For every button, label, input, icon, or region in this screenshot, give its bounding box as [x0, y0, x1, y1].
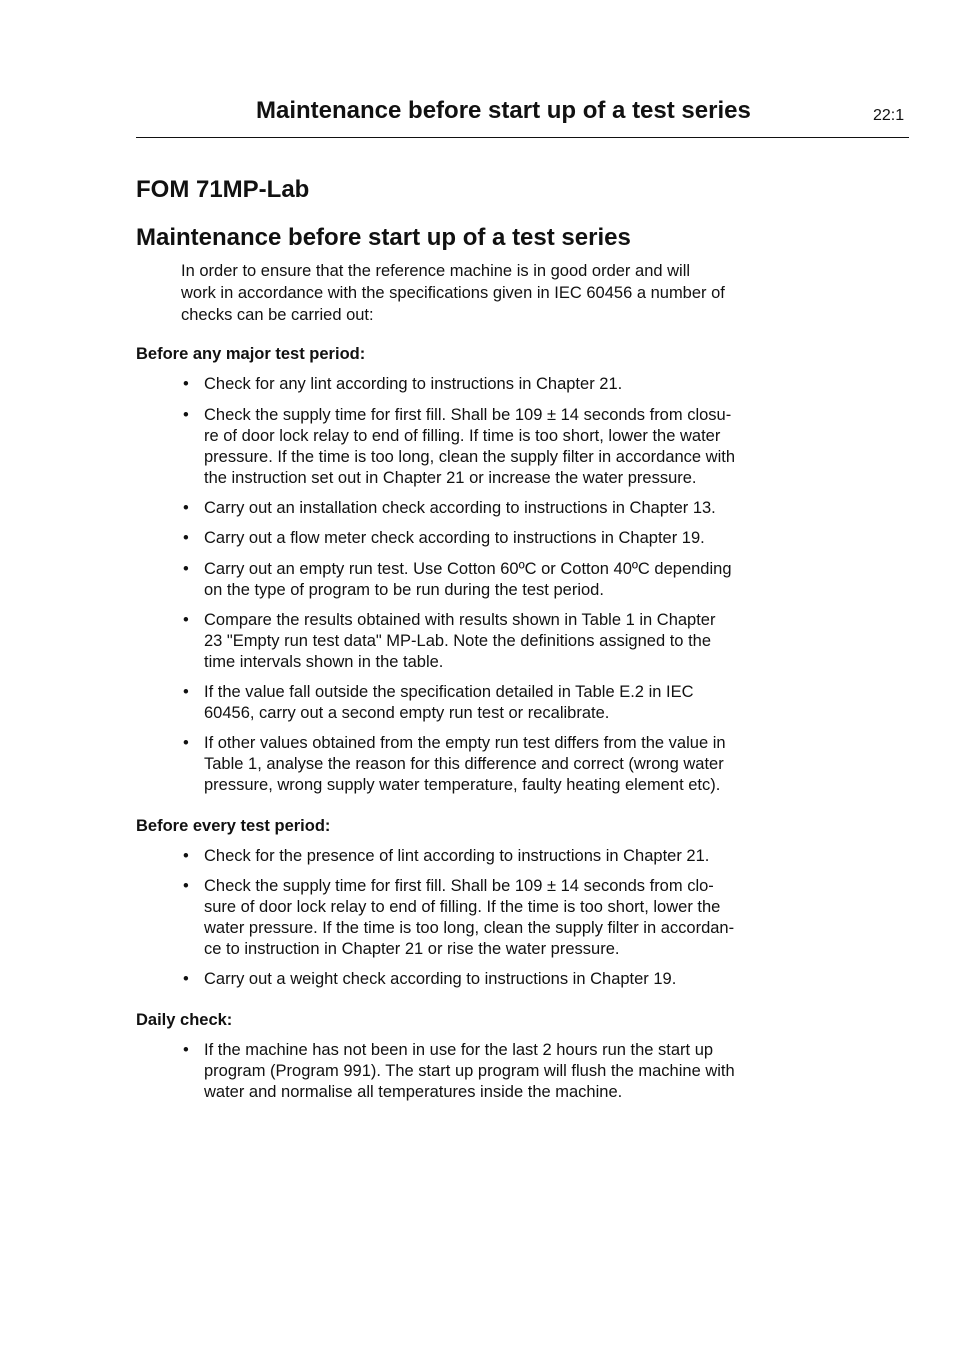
list-item: [181, 733, 726, 796]
intro-line: checks can be carried out:: [181, 306, 374, 324]
section-heading: Maintenance before start up of a test series: [136, 224, 631, 251]
header-divider: [136, 137, 909, 138]
list-item-line: Carry out a weight check according to instructions in Chapter 19.: [204, 970, 677, 988]
bullet-marker: •: [183, 683, 189, 701]
list-item-line: If other values obtained from the empty run test differs from the value in: [204, 734, 726, 752]
list-item-line: 23 "Empty run test data" MP-Lab. Note the definitions assigned to the: [204, 632, 712, 650]
bullet-marker: •: [183, 970, 189, 988]
intro-line: work in accordance with the specifications given in IEC 60456 a number of: [181, 284, 725, 302]
list-item: [181, 559, 732, 601]
list-item-line: Check the supply time for first fill. Shall be 109 ± 14 seconds from closu-: [204, 406, 732, 424]
intro-line: In order to ensure that the reference machine is in good order and will: [181, 262, 691, 280]
page-number: 22:1: [873, 107, 905, 124]
list-item-line: pressure. If the time is too long, clean the supply filter in accordance with: [204, 448, 736, 466]
list-item: [181, 405, 735, 489]
list-item-line: If the value fall outside the specification detailed in Table E.2 in IEC: [204, 683, 694, 701]
list-item-line: time intervals shown in the table.: [204, 653, 444, 671]
list-item: [181, 846, 709, 867]
list-item-line: 60456, carry out a second empty run test or recalibrate.: [204, 704, 610, 722]
bullet-marker: •: [183, 847, 189, 865]
bullet-marker: •: [183, 529, 189, 547]
list-item: [181, 374, 622, 395]
list-item-line: Carry out a flow meter check according to instructions in Chapter 19.: [204, 529, 705, 547]
list-item: [181, 969, 676, 990]
subheading-every-test: Before every test period:: [136, 817, 331, 835]
bullet-marker: •: [183, 406, 189, 424]
bullet-marker: •: [183, 611, 189, 629]
list-item-line: Carry out an installation check according to instructions in Chapter 13.: [204, 499, 716, 517]
list-item: [181, 682, 694, 724]
list-item-line: Carry out an empty run test. Use Cotton 60ºC or Cotton 40ºC depending: [204, 560, 732, 578]
list-item-line: If the machine has not been in use for the last 2 hours run the start up: [204, 1041, 714, 1059]
list-item-line: pressure, wrong supply water temperature, faulty heating element etc).: [204, 776, 721, 794]
list-item: [181, 610, 715, 673]
subheading-major-test: Before any major test period:: [136, 345, 366, 363]
list-item-line: Check for any lint according to instructions in Chapter 21.: [204, 375, 623, 393]
list-item-line: sure of door lock relay to end of filling. If the time is too short, lower the: [204, 898, 721, 916]
list-item-line: water pressure. If the time is too long, clean the supply filter in accordan-: [204, 919, 735, 937]
bullet-marker: •: [183, 734, 189, 752]
list-item-line: Check the supply time for first fill. Shall be 109 ± 14 seconds from clo-: [204, 877, 714, 895]
bullet-marker: •: [183, 499, 189, 517]
list-item-line: on the type of program to be run during the test period.: [204, 581, 604, 599]
list-item-line: program (Program 991). The start up program will flush the machine with: [204, 1062, 735, 1080]
list-item-line: Compare the results obtained with results shown in Table 1 in Chapter: [204, 611, 716, 629]
bullet-marker: •: [183, 1041, 189, 1059]
list-item: [181, 876, 734, 960]
list-item-line: ce to instruction in Chapter 21 or rise the water pressure.: [204, 940, 620, 958]
bullet-marker: •: [183, 877, 189, 895]
bullet-marker: •: [183, 560, 189, 578]
list-item-line: the instruction set out in Chapter 21 or increase the water pressure.: [204, 469, 697, 487]
list-item-line: Check for the presence of lint according to instructions in Chapter 21.: [204, 847, 710, 865]
list-item: [181, 498, 716, 519]
bullet-marker: •: [183, 375, 189, 393]
model-heading: FOM 71MP-Lab: [136, 176, 310, 203]
list-item-line: Table 1, analyse the reason for this difference and correct (wrong water: [204, 755, 724, 773]
list-item: [181, 528, 705, 549]
intro-paragraph: [181, 260, 781, 326]
subheading-daily-check: Daily check:: [136, 1011, 233, 1029]
list-item: [181, 1040, 735, 1103]
header-title: Maintenance before start up of a test series: [256, 97, 751, 124]
list-item-line: water and normalise all temperatures inside the machine.: [204, 1083, 623, 1101]
list-item-line: re of door lock relay to end of filling. If time is too short, lower the water: [204, 427, 721, 445]
